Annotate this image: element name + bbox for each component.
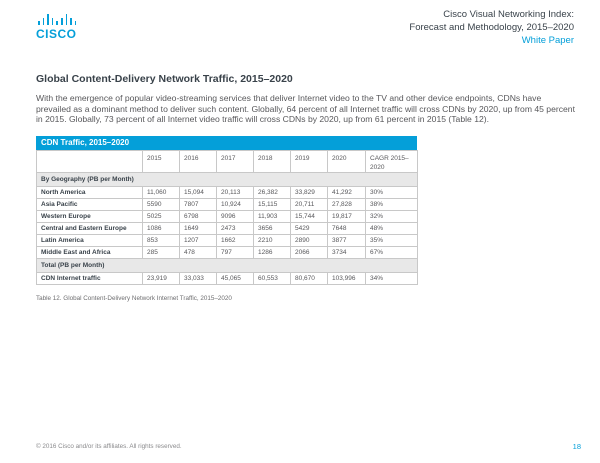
table-cell: 15,094 — [180, 187, 217, 199]
row-label: Central and Eastern Europe — [37, 223, 143, 235]
table-cell: 35% — [366, 235, 418, 247]
cisco-logo — [36, 14, 86, 41]
table-cell: 1086 — [143, 223, 180, 235]
table-row — [37, 247, 418, 259]
header-cell: 2018 — [254, 151, 291, 173]
table-cell: 15,115 — [254, 199, 291, 211]
cisco-logo-bars-icon — [38, 14, 86, 25]
header-cell: CAGR 2015–2020 — [366, 151, 418, 173]
table-cell: 1207 — [180, 235, 217, 247]
section-title: Global Content-Delivery Network Traffic, 2015–2020 — [36, 73, 293, 85]
table-cell: 3877 — [328, 235, 366, 247]
header-title-line2: Forecast and Methodology, 2015–2020 — [409, 22, 574, 33]
table-cell: 7807 — [180, 199, 217, 211]
row-label: Latin America — [37, 235, 143, 247]
document-header — [409, 8, 574, 47]
table-row — [37, 223, 418, 235]
table-title: CDN Traffic, 2015–2020 — [36, 136, 417, 150]
table-cell: 45,065 — [217, 273, 254, 285]
table-row — [37, 235, 418, 247]
table-cell: 1662 — [217, 235, 254, 247]
table-cell: 11,060 — [143, 187, 180, 199]
table-cell: 26,382 — [254, 187, 291, 199]
table-cell: 41,292 — [328, 187, 366, 199]
intro-paragraph: With the emergence of popular video-streaming services that deliver Internet video to the TV and other device endpoints, CDNs have prevailed as a dominant method to deliver such content. Globally, 64 percent of all Internet traffic will cross CDNs by 2020, up from 45 percent in 2015. Globally, 73 percent of all Internet video traffic will cross CDNs by 2020, up from 61 percent in 2015 (Table 12). — [36, 93, 575, 125]
table-cell: 19,817 — [328, 211, 366, 223]
table-cell: 20,711 — [291, 199, 328, 211]
header-cell-empty — [37, 151, 143, 173]
table-cell: 3734 — [328, 247, 366, 259]
table-cell: 2066 — [291, 247, 328, 259]
row-label: Western Europe — [37, 211, 143, 223]
table-cell: 33,033 — [180, 273, 217, 285]
row-label: Middle East and Africa — [37, 247, 143, 259]
table-cell: 67% — [366, 247, 418, 259]
table-cell: 11,903 — [254, 211, 291, 223]
table-cell: 7648 — [328, 223, 366, 235]
table-cell: 27,828 — [328, 199, 366, 211]
table-cell: 23,919 — [143, 273, 180, 285]
row-label: Asia Pacific — [37, 199, 143, 211]
header-cell: 2017 — [217, 151, 254, 173]
table-cell: 853 — [143, 235, 180, 247]
table-header-row — [37, 151, 418, 173]
table-cell: 285 — [143, 247, 180, 259]
header-cell: 2016 — [180, 151, 217, 173]
footer-copyright: © 2016 Cisco and/or its affiliates. All rights reserved. — [36, 443, 182, 450]
data-table — [36, 150, 418, 285]
table-cell: 797 — [217, 247, 254, 259]
table-cell: 3656 — [254, 223, 291, 235]
cisco-logo-text: CISCO — [36, 27, 77, 41]
table-cell: 60,553 — [254, 273, 291, 285]
table-cell: 6798 — [180, 211, 217, 223]
table-cell: 2890 — [291, 235, 328, 247]
section-row-geography — [37, 173, 418, 187]
table-cell: 2210 — [254, 235, 291, 247]
table-cell: 1286 — [254, 247, 291, 259]
section-label: Total (PB per Month) — [37, 259, 418, 273]
table-cell: 478 — [180, 247, 217, 259]
table-cell: 5590 — [143, 199, 180, 211]
table-cell: 33,829 — [291, 187, 328, 199]
table-cell: 1649 — [180, 223, 217, 235]
header-cell: 2020 — [328, 151, 366, 173]
geo-rows — [37, 187, 418, 259]
row-label: CDN Internet traffic — [37, 273, 143, 285]
header-doc-type: White Paper — [521, 35, 574, 46]
table-row — [37, 187, 418, 199]
table-cell: 30% — [366, 187, 418, 199]
table-cell: 80,670 — [291, 273, 328, 285]
table-cell: 20,113 — [217, 187, 254, 199]
cdn-traffic-table — [36, 136, 417, 285]
table-cell: 32% — [366, 211, 418, 223]
table-cell: 10,924 — [217, 199, 254, 211]
table-caption: Table 12. Global Content-Delivery Network Internet Traffic, 2015–2020 — [36, 295, 232, 302]
row-label: North America — [37, 187, 143, 199]
header-cell: 2015 — [143, 151, 180, 173]
table-cell: 34% — [366, 273, 418, 285]
table-row — [37, 211, 418, 223]
page-number: 18 — [572, 442, 581, 451]
table-cell: 15,744 — [291, 211, 328, 223]
header-cell: 2019 — [291, 151, 328, 173]
table-row — [37, 199, 418, 211]
table-cell: 5025 — [143, 211, 180, 223]
table-row-total — [37, 273, 418, 285]
table-cell: 103,996 — [328, 273, 366, 285]
header-title-line1: Cisco Visual Networking Index: — [443, 9, 574, 20]
table-cell: 38% — [366, 199, 418, 211]
section-row-total — [37, 259, 418, 273]
table-cell: 48% — [366, 223, 418, 235]
table-cell: 2473 — [217, 223, 254, 235]
section-label: By Geography (PB per Month) — [37, 173, 418, 187]
table-cell: 9096 — [217, 211, 254, 223]
table-cell: 5429 — [291, 223, 328, 235]
